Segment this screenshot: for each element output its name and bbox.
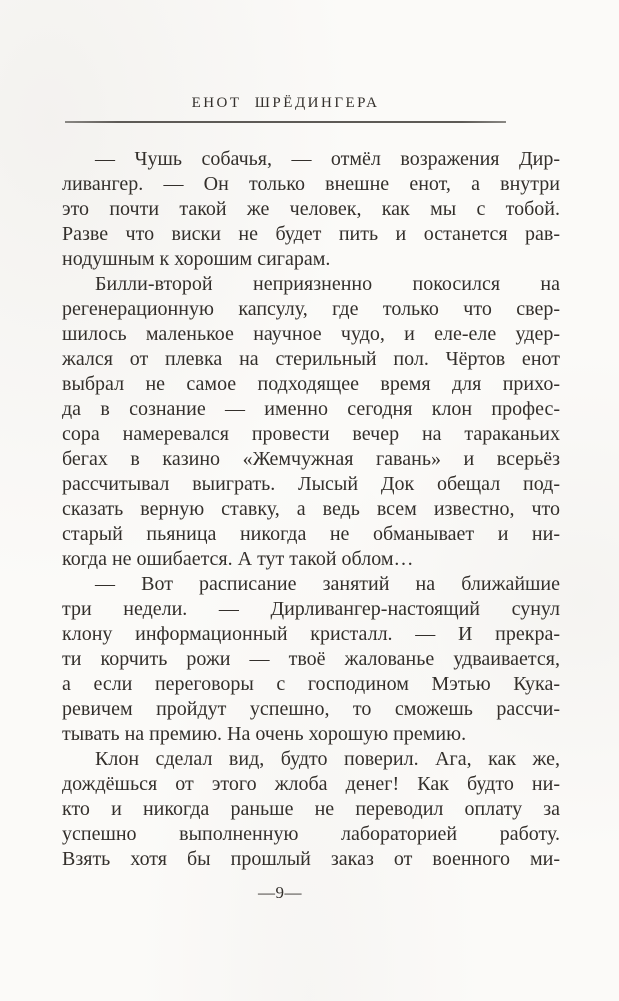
text-line: выбрал не самое подходящее время для прихо-	[62, 373, 560, 395]
text-line: — Вот расписание занятий на ближайшие	[95, 573, 560, 595]
text-line: кто и никогда раньше не переводил оплату за	[62, 798, 560, 820]
page-body-text	[62, 147, 560, 872]
text-line: Клон сделал вид, будто поверил. Ага, как же,	[95, 748, 560, 770]
page-number: —9—	[258, 883, 302, 902]
text-line: ливангер. — Он только внешне енот, а внутри	[62, 173, 560, 195]
text-line: Билли-второй неприязненно покосился на	[95, 273, 560, 295]
text-line: сора намеревался провести вечер на тараканьих	[62, 423, 560, 445]
text-line: — Чушь собачья, — отмёл возражения Дир-	[95, 148, 560, 170]
paragraph	[62, 572, 560, 747]
paragraph	[62, 147, 560, 272]
text-line: шилось маленькое научное чудо, и еле-еле удер-	[62, 323, 560, 345]
running-header: ЕНОТ ШРЁДИНГЕРА	[191, 95, 380, 111]
text-line: тывать на премию. На очень хорошую премию.	[62, 723, 467, 745]
text-line: жался от плевка на стерильный пол. Чёртов енот	[62, 348, 560, 370]
paragraph	[62, 272, 560, 572]
header-rule	[65, 121, 506, 123]
text-line: Разве что виски не будет пить и останется рав-	[62, 223, 560, 245]
text-line: регенерационную капсулу, где только что свер-	[62, 298, 560, 320]
text-line: бегах в казино «Жемчужная гавань» и всерьёз	[62, 448, 560, 470]
text-line: сказать верную ставку, а ведь всем известно, что	[62, 498, 560, 520]
text-line: дождёшься от этого жлоба денег! Как будто ни-	[62, 773, 560, 795]
text-line: это почти такой же человек, как мы с тобой.	[62, 198, 560, 220]
text-line: Взять хотя бы прошлый заказ от военного ми-	[62, 848, 560, 870]
text-line: рассчитывал выиграть. Лысый Док обещал под-	[62, 473, 560, 495]
text-line: а если переговоры с господином Мэтью Кука-	[62, 673, 560, 695]
text-line: нодушным к хорошим сигарам.	[62, 248, 331, 270]
text-line: ти корчить рожи — твоё жалованье удваивается,	[62, 648, 560, 670]
text-line: три недели. — Дирливангер-настоящий сунул	[62, 598, 560, 620]
text-line: старый пьяница никогда не обманывает и ни-	[62, 523, 560, 545]
text-line: успешно выполненную лабораторией работу.	[62, 823, 560, 845]
text-line: клону информационный кристалл. — И прекра-	[62, 623, 560, 645]
paragraph	[62, 747, 560, 872]
text-line: ревичем пройдут успешно, то сможешь рассчи-	[62, 698, 560, 720]
text-line: да в сознание — именно сегодня клон профес-	[62, 398, 560, 420]
text-line: когда не ошибается. А тут такой облом…	[62, 548, 414, 570]
